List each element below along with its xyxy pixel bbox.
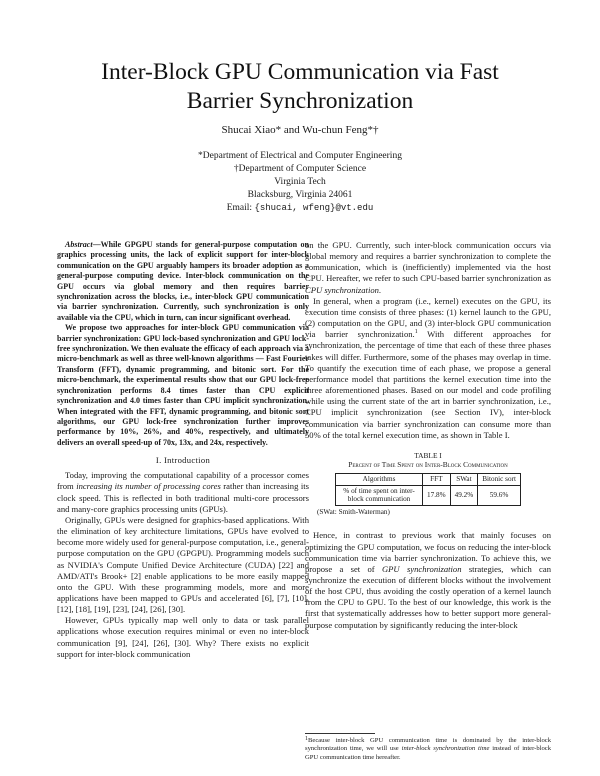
communication-time-table xyxy=(335,473,521,506)
paper-title xyxy=(40,58,560,116)
table-row-label: % of time spent on inter-block communication xyxy=(336,485,423,506)
footnote-rule xyxy=(305,733,375,734)
table-cell: 17.8% xyxy=(423,485,451,506)
title-line-1: Inter-Block GPU Communication via Fast xyxy=(101,59,499,85)
abstract-label: Abstract xyxy=(65,240,93,249)
affiliation-ece: *Department of Electrical and Computer Engineering xyxy=(198,151,402,161)
left-column xyxy=(57,240,309,660)
email-address: {shucai, wfeng}@vt.edu xyxy=(254,203,374,213)
table-label: TABLE I xyxy=(414,450,442,460)
table-header-row xyxy=(336,473,521,485)
footnote-mark: 1 xyxy=(414,329,418,336)
title-line-2: Barrier Synchronization xyxy=(186,88,414,114)
table-header-cell: FFT xyxy=(423,473,451,485)
table-cell: 49.2% xyxy=(450,485,478,506)
table-title: Percent of Time Spent on Inter-Block Communication xyxy=(348,460,508,470)
abstract-paragraph-1: Abstract—While GPGPU stands for general-purpose computation on graphics processing units, the lack of explicit support for inter-block communication on the GPU arguably hampers its broader adoption as a general-purpose computing device. Inter-block communication on the GPU occurs via global memory and then requires barrier synchronization across the blocks, i.e., inter-block GPU communication via barrier synchronization. Currently, such synchronization is only available via the CPU, which in turn, can incur significant overhead. xyxy=(57,240,309,322)
table-header-cell: SWat xyxy=(450,473,478,485)
email-label: Email: xyxy=(226,203,253,213)
intro-paragraph-3: However, GPUs typically map well only to data or task parallel applications whose execution requires minimal or even no inter-block communication [9], [24], [26], [30]. Why? There exists no explicit support for inter-block communication xyxy=(57,615,309,659)
affiliation-university: Virginia Tech xyxy=(274,177,326,187)
right-paragraph-2: In general, when a program (i.e., kernel) executes on the GPU, its execution time consists of three phases: (1) kernel launch to the GPU, (2) computation on the GPU, and (3) inter-block GPU communication via barrier synchronization.$^1$ With different approaches for synchronization, the percentage of time that each of these three phases takes will differ. Furthermore, some of the phases may overlap in time. To quantify the execution time of each phase, we propose a general performance model that partitions the kernel execution time into the three aforementioned phases. Based on our model and code profiling while using the current state of the art in barrier synchronization, i.e., CPU implicit synchronization (see Section IV), inter-block communication via barrier synchronization can consume more than 50% of the total kernel execution time, as shown in Table I. xyxy=(305,295,551,440)
footnote: $^1$Because inter-block GPU communication time is dominated by the inter-block synchronization time, we will use inter-block synchronization time instead of inter-block GPU communication time hereafter. xyxy=(305,736,552,761)
table-header-cell: Algorithms xyxy=(336,473,423,485)
intro-paragraph-1: Today, improving the computational capability of a processor comes from increasing its number of processing cores rather than increasing its clock speed. This is reflected in both traditional multi-core processors and many-core graphics processing units (GPUs). xyxy=(57,470,309,514)
abstract xyxy=(57,240,309,448)
table-note: (SWat: Smith-Waterman) xyxy=(317,508,390,517)
table-header-cell: Bitonic sort xyxy=(478,473,521,485)
table-cell: 59.6% xyxy=(478,485,521,506)
table-row xyxy=(336,485,521,506)
email-line xyxy=(0,202,600,215)
section-heading-introduction: I. Introduction xyxy=(155,455,211,466)
affiliation-city: Blacksburg, Virginia 24061 xyxy=(247,190,353,200)
abstract-paragraph-2: We propose two approaches for inter-block GPU communication via barrier synchronization: GPU lock-based synchronization and GPU lock-free synchronization. We then evaluate the efficacy of each approach via a micro-benchmark as well as three well-known algorithms — Fast Fourier Transform (FFT), dynamic programming, and bitonic sort. For the micro-benchmark, the experimental results show that our GPU lock-free synchronization performs 8.4 times faster than CPU explicit synchronization and 4.0 times faster than CPU implicit synchronization. When integrated with the FFT, dynamic programming, and bitonic sort algorithms, our GPU lock-free synchronization further improves performance by 10%, 26%, and 40%, respectively, and ultimately delivers an overall speed-up of 70x, 13x, and 24x, respectively. xyxy=(57,323,309,447)
intro-paragraph-2: Originally, GPUs were designed for graphics-based applications. With the elimination of key architecture limitations, GPUs have evolved to become more widely used for general-purpose computation, i.e., general-purpose computation on the GPU (GPGPU). Programming models such as NVIDIA's Compute Unified Device Architecture (CUDA) [22] and AMD/ATI's Brook+ [2] enable applications to be more easily mapped onto the GPU. With these programming models, more and more applications have been mapped to GPUs and accelerated [6], [7], [10], [12], [18], [19], [23], [24], [26], [30]. xyxy=(57,514,309,615)
right-paragraph-3: Hence, in contrast to previous work that mainly focuses on optimizing the GPU computation, we focus on reducing the inter-block communication time via barrier synchronization. To achieve this, we propose a set of GPU synchronization strategies, which can synchronize the execution of different blocks without the involvement of the host CPU, thus avoiding the costly operation of a kernel launch from the CPU to GPU. To the best of our knowledge, this work is the first that systematically addresses how to better support more general-purpose computation by significantly reducing the inter-block xyxy=(305,530,551,630)
table-caption xyxy=(305,451,551,470)
right-column xyxy=(305,240,551,631)
affiliation-cs: †Department of Computer Science xyxy=(233,164,367,174)
affiliations xyxy=(0,150,600,215)
author-list: Shucai Xiao* and Wu-chun Feng*† xyxy=(221,124,379,136)
right-paragraph-1: on the GPU. Currently, such inter-block communication occurs via global memory and requires a barrier synchronization to complete the communication, which is (inefficiently) implemented via the host CPU. Hereafter, we refer to such CPU-based barrier synchronization as CPU synchronization. xyxy=(305,240,551,295)
